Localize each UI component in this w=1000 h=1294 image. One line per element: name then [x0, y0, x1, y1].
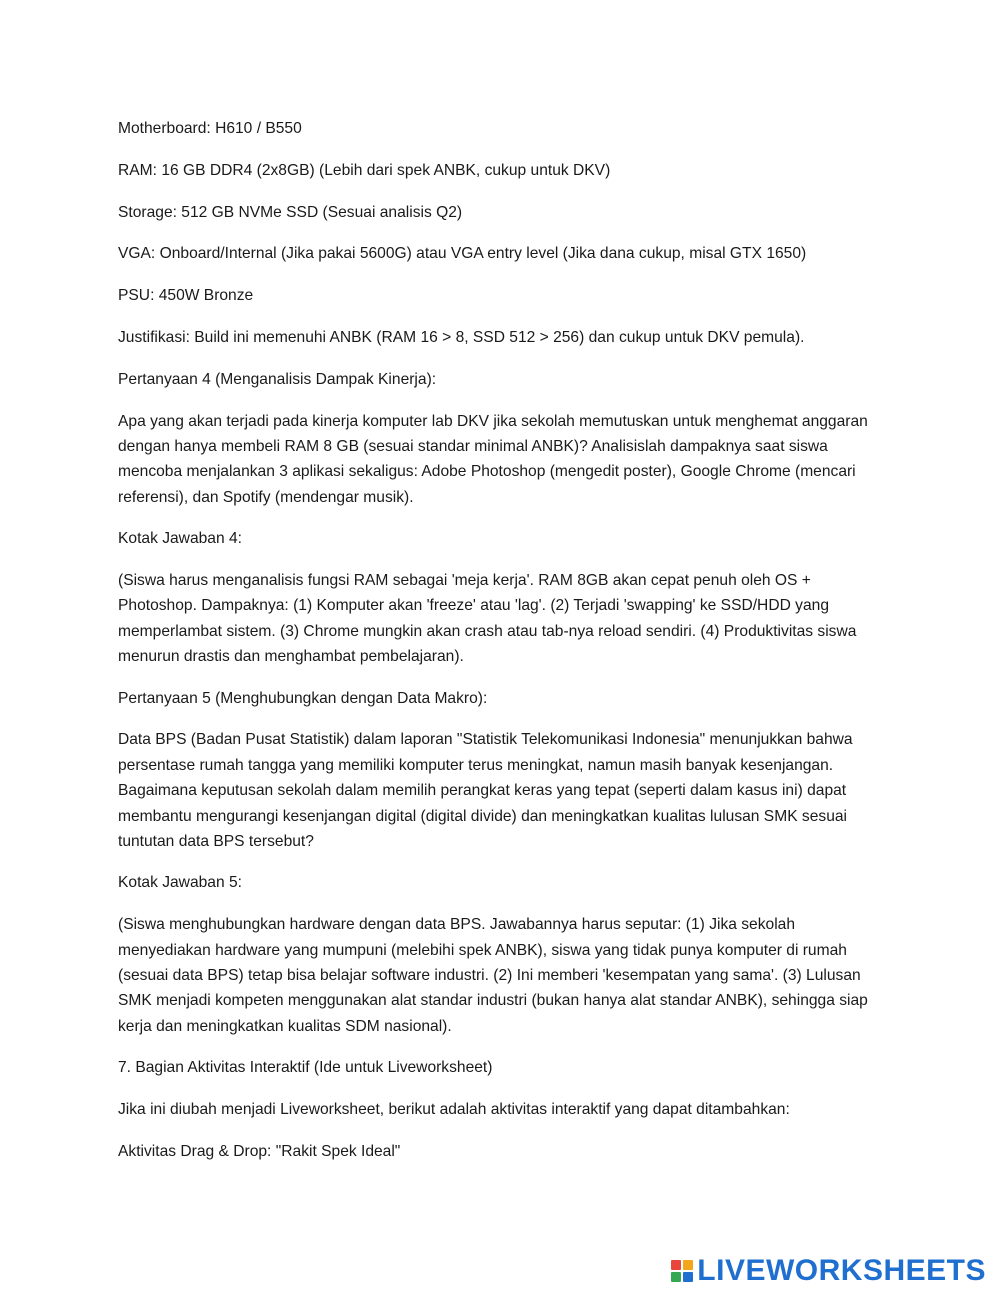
paragraph-psu: PSU: 450W Bronze [118, 287, 254, 305]
logo-block-4 [683, 1272, 693, 1282]
paragraph-justifikasi: Justifikasi: Build ini memenuhi ANBK (RAM 16 > 8, SSD 512 > 256) dan cukup untuk DKV pemula). [118, 328, 805, 346]
logo-block-2 [683, 1260, 693, 1270]
answer-box-4-text: (Siswa harus menganalisis fungsi RAM sebagai 'meja kerja'. RAM 8GB akan cepat penuh oleh OS + Photoshop. Dampaknya: (1) Komputer akan 'freeze' atau 'lag'. (2) Terjadi 'swapping' ke SSD/HDD yang memperlambat sistem. (3) Chrome mungkin akan crash atau tab-nya reload sendiri. (4) Produktivitas siswa menurun drastis dan menghambat pembelajaran). [118, 572, 857, 666]
paragraph-vga: VGA: Onboard/Internal (Jika pakai 5600G) atau VGA entry level (Jika dana cukup, misal GTX 1650) [118, 245, 807, 263]
drag-drop-activity: Aktivitas Drag & Drop: "Rakit Spek Ideal" [118, 1142, 401, 1160]
answer-box-5-text: (Siswa menghubungkan hardware dengan data BPS. Jawabannya harus seputar: (1) Jika sekolah menyediakan hardware yang mumpuni (melebihi spek ANBK), siswa yang tidak punya komputer di rumah (sesuai data BPS) tetap bisa belajar software industri. (2) Ini memberi 'kesempatan yang sama'. (3) Lulusan SMK menjadi kompeten menggunakan alat standar industri (bukan hanya alat standar ANBK), sehingga siap kerja dan meningkatkan kualitas SDM nasional). [118, 916, 868, 1035]
logo-blocks-icon [671, 1260, 693, 1282]
question-5-text: Data BPS (Badan Pusat Statistik) dalam laporan "Statistik Telekomunikasi Indonesia" menunjukkan bahwa persentase rumah tangga yang memiliki komputer terus meningkat, namun masih banyak kesenjangan. Bagaimana keputusan sekolah dalam memilih perangkat keras yang tepat (seperti dalam kasus ini) dapat membantu mengurangi kesenjangan digital (digital divide) dan meningkatkan kualitas lulusan SMK sesuai tuntutan data BPS tersebut? [118, 731, 853, 851]
section-7-heading: 7. Bagian Aktivitas Interaktif (Ide untuk Liveworksheet) [118, 1059, 493, 1077]
answer-box-5-label: Kotak Jawaban 5: [118, 874, 242, 892]
question-5-heading: Pertanyaan 5 (Menghubungkan dengan Data Makro): [118, 689, 488, 707]
question-4-heading: Pertanyaan 4 (Menganalisis Dampak Kinerja): [118, 370, 437, 388]
answer-box-4-label: Kotak Jawaban 4: [118, 530, 242, 548]
document-body [118, 116, 888, 1181]
paragraph-storage: Storage: 512 GB NVMe SSD (Sesuai analisis Q2) [118, 203, 463, 221]
logo-text: LIVEWORKSHEETS [697, 1254, 986, 1287]
section-7-intro: Jika ini diubah menjadi Liveworksheet, berikut adalah aktivitas interaktif yang dapat ditambahkan: [118, 1101, 790, 1119]
logo-block-3 [671, 1272, 681, 1282]
paragraph-ram: RAM: 16 GB DDR4 (2x8GB) (Lebih dari spek ANBK, cukup untuk DKV) [118, 161, 611, 179]
paragraph-motherboard: Motherboard: H610 / B550 [118, 120, 302, 137]
question-4-text: Apa yang akan terjadi pada kinerja komputer lab DKV jika sekolah memutuskan untuk menghemat anggaran dengan hanya membeli RAM 8 GB (sesuai standar minimal ANBK)? Analisislah dampaknya saat siswa mencoba menjalankan 3 aplikasi sekaligus: Adobe Photoshop (mengedit poster), Google Chrome (mencari referensi), dan Spotify (mendengar musik). [118, 412, 868, 506]
liveworksheets-logo [671, 1256, 986, 1286]
logo-block-1 [671, 1260, 681, 1270]
